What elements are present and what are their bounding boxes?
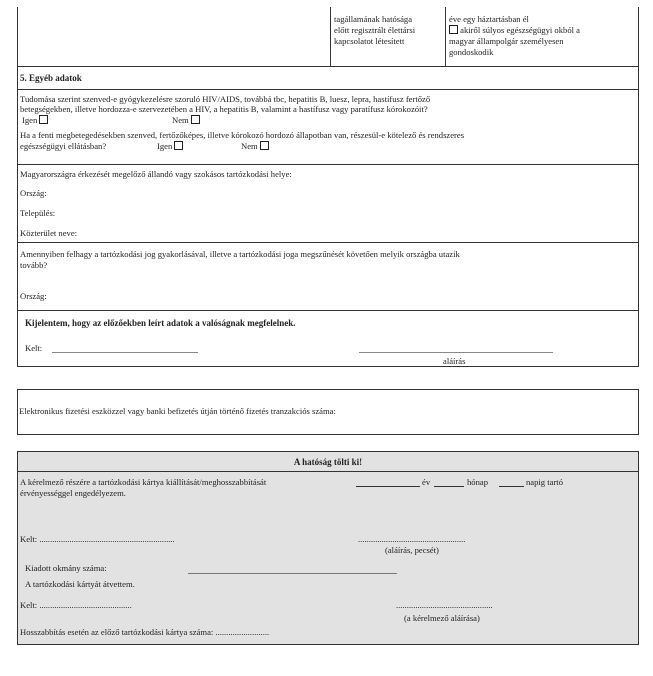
q1-yes-label: Igen	[22, 115, 38, 125]
cell-right-line-1: éve egy háztartásban él	[449, 14, 529, 24]
kelt-label: Kelt:	[25, 343, 43, 353]
authority-line-2: érvényességgel engedélyezem.	[20, 488, 126, 498]
signature-label: aláírás	[443, 356, 466, 366]
care-checkbox[interactable]	[449, 25, 458, 34]
cell-mid-line-3: kapcsolatot létesített	[334, 36, 405, 46]
authority-sig-1-label: (aláírás, pecsét)	[385, 545, 439, 555]
authority-kelt-1: Kelt: ...............................................................	[20, 534, 175, 544]
doc-number-label: Kiadott okmány száma:	[25, 563, 107, 573]
authority-header: A hatóság tölti ki!	[293, 457, 363, 467]
section-5-title-divider	[17, 89, 639, 90]
section-5-divider-leave	[17, 310, 639, 311]
q2-no-checkbox[interactable]	[260, 141, 269, 150]
q1-no	[172, 115, 200, 126]
cell-mid-line-2: előtt regisztrált élettársi	[334, 25, 416, 35]
q2-line-1: Ha a fenti megbetegedésekben szenved, fertőzőképes, illetve kórokozó hordozó állapotban van, részesül-e kötelező és rendszeres	[20, 130, 465, 140]
q2-yes-label: Igen	[157, 141, 173, 151]
q2-no	[241, 141, 269, 152]
payment-label: Elektronikus fizetési eszközzel vagy banki befizetés útján történő fizetés tranzakciós száma:	[19, 406, 336, 416]
settlement-label: Település:	[20, 208, 56, 218]
month-field[interactable]	[434, 486, 464, 487]
top-table-divider-1	[330, 7, 331, 67]
leave-line-1: Amennyiben felhagy a tartózkodási jog gyakorlásával, illetve a tartózkodási joga megszűnését követően melyik országba utazik	[20, 249, 460, 259]
q2-line-2	[20, 141, 106, 152]
year-field[interactable]	[356, 486, 420, 487]
section-5-divider-q	[17, 164, 639, 165]
authority-sig-2-dots: .............................................	[396, 600, 493, 610]
authority-line-1	[20, 477, 266, 488]
q1-yes-checkbox[interactable]	[39, 115, 48, 124]
authority-kelt-2: Kelt: ...........................................	[20, 600, 132, 610]
q1-answers	[22, 115, 48, 126]
extension-label: Hosszabbítás esetén az előző tartózkodási kártya száma: .........................	[20, 627, 270, 637]
cell-right-line-3: magyar állampolgár személyesen	[449, 36, 564, 46]
cell-mid-line-1: tagállamának hatósága	[334, 14, 413, 24]
q2-yes-checkbox[interactable]	[174, 141, 183, 150]
cell-right-line-2	[449, 25, 580, 36]
month-label: hónap	[467, 477, 489, 487]
prev-residence-label: Magyarországra érkezését megelőző állandó vagy szokásos tartózkodási helye:	[20, 169, 292, 179]
cell-right-line-4: gondoskodik	[449, 47, 494, 57]
day-label: napig tartó	[526, 477, 563, 487]
authority-line-1-text: A kérelmező részére a tartózkodási kártya kiállítását/meghosszabbítását	[20, 477, 267, 487]
q1-line-1: Tudomása szerint szenved-e gyógykezelésre szoruló HIV/AIDS, továbbá tbc, hepatitis B, luesz, lepra, hastífusz fertőző	[20, 94, 431, 104]
section-5-divider-prev	[17, 242, 639, 243]
kelt-field[interactable]	[52, 352, 198, 353]
signature-field[interactable]	[359, 352, 553, 353]
q2-no-label: Nem	[241, 141, 258, 151]
doc-number-field[interactable]	[188, 573, 397, 574]
q1-line-2: betegségekben, illetve hordozza-e szervezetében a HIV, a hepatitis B, valamint a hastífusz vagy paratífusz kórokozóit?	[20, 104, 428, 114]
q2-yes	[157, 141, 183, 152]
day-field[interactable]	[499, 486, 524, 487]
leave-line-2: tovább?	[20, 260, 48, 270]
authority-header-divider	[17, 471, 639, 472]
cell-right-line-2-text: akiről súlyos egészségügyi okból a	[460, 25, 580, 35]
year-label: év	[422, 477, 431, 487]
q1-no-checkbox[interactable]	[191, 115, 200, 124]
street-label: Közterület neve:	[20, 228, 78, 238]
q2-line-2-text: egészségügyi ellátásban?	[20, 141, 107, 151]
declaration-text: Kijelentem, hogy az előzőekben leírt adatok a valóságnak megfelelnek.	[25, 318, 296, 328]
country-label: Ország:	[20, 188, 47, 198]
country-2-label: Ország:	[20, 291, 47, 301]
received-label: A tartózkodási kártyát átvettem.	[25, 579, 135, 589]
authority-sig-1-dots: ..................................................	[358, 534, 466, 544]
authority-sig-2-label: (a kérelmező aláírása)	[404, 613, 480, 623]
top-table-divider-2	[445, 7, 446, 67]
section-5-title: 5. Egyéb adatok	[20, 73, 82, 83]
q1-no-label: Nem	[172, 115, 189, 125]
